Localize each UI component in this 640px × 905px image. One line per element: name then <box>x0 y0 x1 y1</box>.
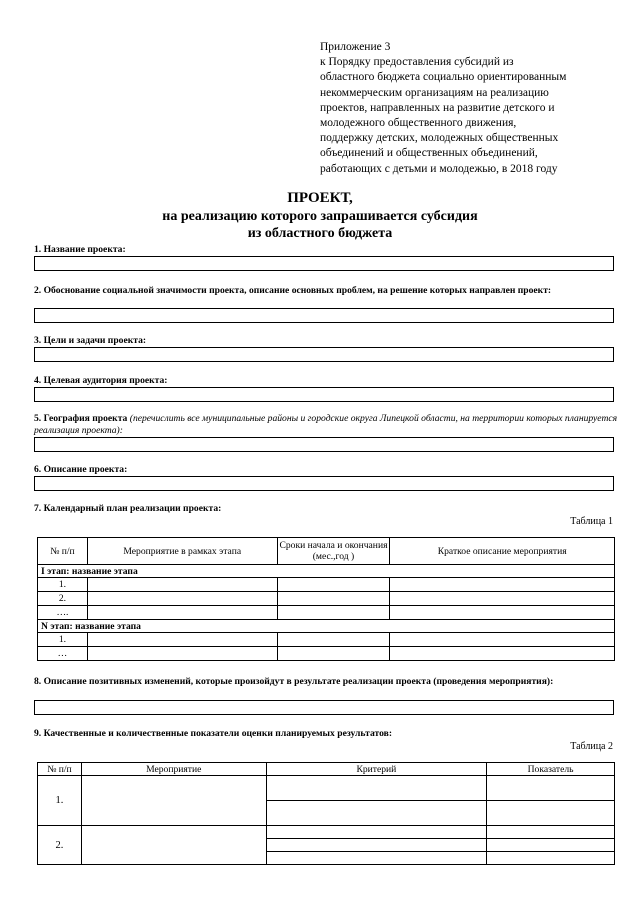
section-5-label <box>34 413 619 437</box>
appendix-line: поддержку детских, молодежных общественных <box>320 132 559 145</box>
table-row <box>38 826 615 839</box>
document-subtitle-2: из областного бюджета <box>247 226 393 241</box>
header-cell: Мероприятие <box>81 763 266 776</box>
event-cell[interactable] <box>87 633 277 647</box>
event-cell[interactable] <box>87 647 277 661</box>
dates-cell[interactable] <box>277 578 390 592</box>
criterion-cell[interactable] <box>266 776 487 801</box>
appendix-line: некоммерческим организациям на реализацию <box>320 86 549 99</box>
calendar-plan-table <box>37 537 615 661</box>
row-number: … <box>38 647 88 661</box>
description-cell[interactable] <box>390 633 615 647</box>
header-cell: Краткое описание мероприятия <box>390 538 615 565</box>
header-cell: № п/п <box>38 763 82 776</box>
event-cell[interactable] <box>81 826 266 865</box>
description-cell[interactable] <box>390 592 615 606</box>
appendix-line: областного бюджета социально ориентированным <box>320 71 567 84</box>
section-4-label: 4. Целевая аудитория проекта: <box>34 375 168 386</box>
table-2-label: Таблица 2 <box>570 741 613 752</box>
table-row <box>38 578 615 592</box>
criterion-cell[interactable] <box>266 801 487 826</box>
appendix-line: работающих с детьми и молодежью, в 2018 году <box>320 162 558 175</box>
description-cell[interactable] <box>390 647 615 661</box>
indicators-table <box>37 762 615 865</box>
appendix-line: молодежного общественного движения, <box>320 117 517 130</box>
target-audience-field[interactable] <box>34 387 614 402</box>
indicator-cell[interactable] <box>487 852 615 865</box>
row-number: 1. <box>38 776 82 826</box>
indicator-cell[interactable] <box>487 776 615 801</box>
criterion-cell[interactable] <box>266 852 487 865</box>
document-title: ПРОЕКТ, <box>287 190 353 206</box>
header-cell: № п/п <box>38 538 88 565</box>
stage-title: N этап: название этапа <box>38 620 615 633</box>
document-subtitle: на реализацию которого запрашивается субсидия <box>162 209 478 224</box>
table-row <box>38 592 615 606</box>
section-5-note: (перечислить все муниципальные районы и городские округа Липецкой области, на территории которых планируется реализация проекта): <box>34 413 618 436</box>
appendix-line: проектов, направленных на развитие детского и <box>320 101 555 114</box>
table-header-row <box>38 538 615 565</box>
table-row <box>38 776 615 801</box>
header-cell: Мероприятие в рамках этапа <box>87 538 277 565</box>
event-cell[interactable] <box>87 578 277 592</box>
social-significance-field[interactable] <box>34 308 614 323</box>
table-row <box>38 647 615 661</box>
description-field[interactable] <box>34 476 614 491</box>
stage-title: I этап: название этапа <box>38 565 615 578</box>
section-6-label: 6. Описание проекта: <box>34 464 128 475</box>
section-2-label: 2. Обоснование социальной значимости проекта, описание основных проблем, на решение которых направлен проект: <box>34 285 552 296</box>
dates-cell[interactable] <box>277 606 390 620</box>
stage-row <box>38 620 615 633</box>
header-cell: Показатель <box>487 763 615 776</box>
row-number: 1. <box>38 578 88 592</box>
table-row <box>38 606 615 620</box>
geography-field[interactable] <box>34 437 614 452</box>
appendix-line: объединений и общественных объединений, <box>320 147 538 160</box>
section-8-label: 8. Описание позитивных изменений, которые произойдут в результате реализации проекта (проведения мероприятия): <box>34 676 554 687</box>
section-1-label: 1. Название проекта: <box>34 244 126 255</box>
section-9-label: 9. Качественные и количественные показатели оценки планируемых результатов: <box>34 728 393 739</box>
description-cell[interactable] <box>390 606 615 620</box>
section-5-title: 5. География проекта <box>34 413 128 424</box>
table-row <box>38 633 615 647</box>
positive-changes-field[interactable] <box>34 700 614 715</box>
event-cell[interactable] <box>87 592 277 606</box>
section-3-label: 3. Цели и задачи проекта: <box>34 335 147 346</box>
description-cell[interactable] <box>390 578 615 592</box>
table-header-row <box>38 763 615 776</box>
dates-cell[interactable] <box>277 592 390 606</box>
appendix-header <box>320 40 620 177</box>
header-cell: Критерий <box>266 763 487 776</box>
row-number: 2. <box>38 592 88 606</box>
table-1-label: Таблица 1 <box>570 516 613 527</box>
row-number: …. <box>38 606 88 620</box>
stage-row <box>38 565 615 578</box>
appendix-line: Приложение 3 <box>320 41 391 53</box>
section-7-label: 7. Календарный план реализации проекта: <box>34 503 222 514</box>
row-number: 1. <box>38 633 88 647</box>
appendix-line: к Порядку предоставления субсидий из <box>320 56 514 69</box>
row-number: 2. <box>38 826 82 865</box>
dates-cell[interactable] <box>277 633 390 647</box>
criterion-cell[interactable] <box>266 839 487 852</box>
dates-cell[interactable] <box>277 647 390 661</box>
header-cell: Сроки начала и окончания (мес.,год ) <box>277 538 390 565</box>
indicator-cell[interactable] <box>487 801 615 826</box>
project-name-field[interactable] <box>34 256 614 271</box>
event-cell[interactable] <box>81 776 266 826</box>
event-cell[interactable] <box>87 606 277 620</box>
goals-field[interactable] <box>34 347 614 362</box>
criterion-cell[interactable] <box>266 826 487 839</box>
indicator-cell[interactable] <box>487 826 615 839</box>
indicator-cell[interactable] <box>487 839 615 852</box>
